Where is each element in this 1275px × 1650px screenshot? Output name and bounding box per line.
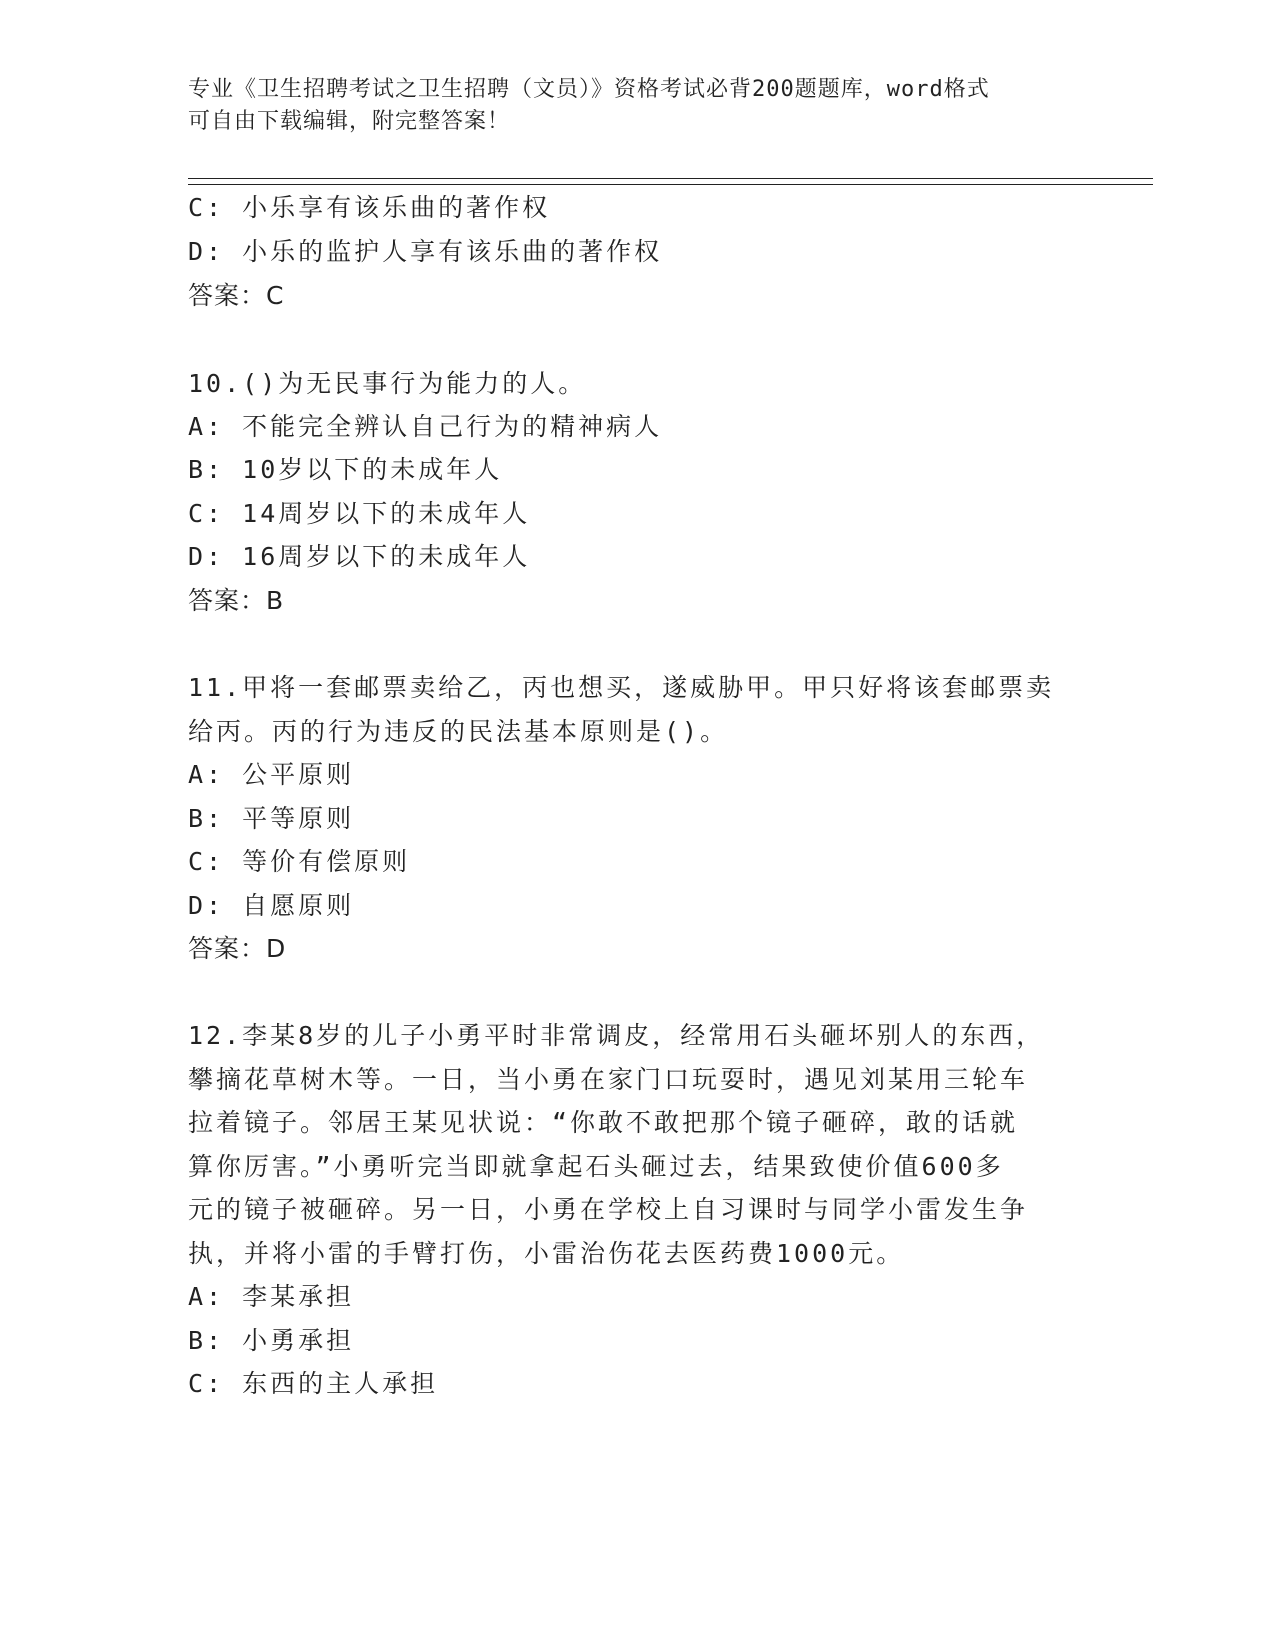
q10-option-d: D: 16周岁以下的未成年人 — [188, 542, 531, 571]
q11-stem-line-2: 给丙。丙的行为违反的民法基本原则是()。 — [188, 717, 729, 746]
q11-answer: 答案：D — [188, 934, 287, 963]
q10-option-a: A: 不能完全辨认自己行为的精神病人 — [188, 412, 663, 441]
q9-option-d: D: 小乐的监护人享有该乐曲的著作权 — [188, 237, 663, 266]
header-line-2: 可自由下载编辑，附完整答案！ — [188, 109, 511, 134]
q12-stem-line-5: 元的镜子被砸碎。另一日，小勇在学校上自习课时与同学小雷发生争 — [188, 1195, 1029, 1224]
q11-option-b: B: 平等原则 — [188, 804, 355, 833]
q12-option-a: A: 李某承担 — [188, 1282, 355, 1311]
q12-stem-line-2: 攀摘花草树木等。一日，当小勇在家门口玩耍时，遇见刘某用三轮车 — [188, 1065, 1029, 1094]
q11-option-d: D: 自愿原则 — [188, 891, 355, 920]
q10-stem: 10.()为无民事行为能力的人。 — [188, 369, 587, 398]
q12-stem-line-4: 算你厉害。”小勇听完当即就拿起石头砸过去，结果致使价值600多 — [188, 1152, 1004, 1181]
q10-option-c: C: 14周岁以下的未成年人 — [188, 499, 531, 528]
q11-option-a: A: 公平原则 — [188, 760, 355, 789]
q12-option-c: C: 东西的主人承担 — [188, 1369, 439, 1398]
q12-stem-line-6: 执，并将小雷的手臂打伤，小雷治伤花去医药费1000元。 — [188, 1239, 905, 1268]
header-divider-top — [188, 178, 1153, 179]
header-line-1: 专业《卫生招聘考试之卫生招聘（文员）》资格考试必背200题题库，word格式 — [188, 77, 990, 102]
q10-answer: 答案：B — [188, 586, 285, 615]
q9-option-c: C: 小乐享有该乐曲的著作权 — [188, 193, 551, 222]
q12-stem-line-1: 12.李某8岁的儿子小勇平时非常调皮，经常用石头砸坏别人的东西， — [188, 1021, 1045, 1050]
q10-option-b: B: 10岁以下的未成年人 — [188, 455, 503, 484]
q12-stem-line-3: 拉着镜子。邻居王某见状说：“你敢不敢把那个镜子砸碎，敢的话就 — [188, 1108, 1019, 1137]
page-header — [188, 74, 1088, 138]
header-divider-bottom — [188, 184, 1153, 185]
q12-option-b: B: 小勇承担 — [188, 1326, 355, 1355]
q11-option-c: C: 等价有偿原则 — [188, 847, 411, 876]
q11-stem-line-1: 11.甲将一套邮票卖给乙，丙也想买，遂威胁甲。甲只好将该套邮票卖 — [188, 673, 1055, 702]
q9-answer: 答案：C — [188, 281, 285, 310]
